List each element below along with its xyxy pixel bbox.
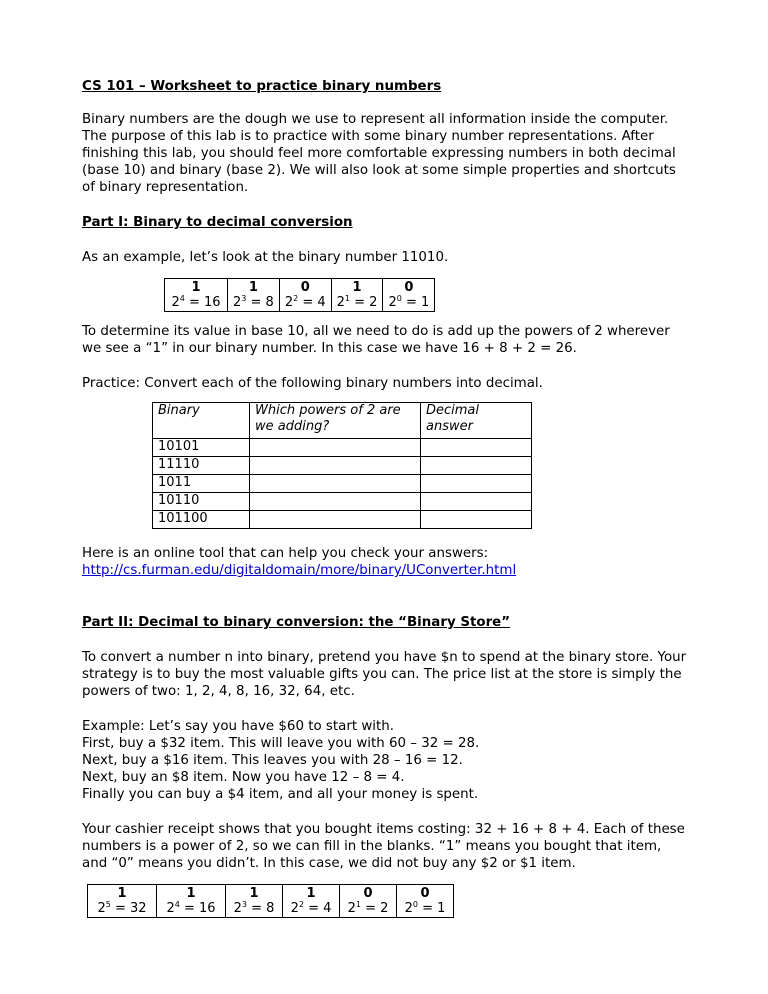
- power-cell: $2^0 = 1$: [383, 295, 435, 312]
- part1-example: As an example, let’s look at the binary number 11010.: [82, 250, 449, 265]
- example-line: First, buy a $32 item. This will leave you with 60 – 32 = 28.: [82, 736, 480, 751]
- bit-cell: 1: [88, 885, 157, 902]
- example-line: Next, buy an $8 item. Now you have 12 – 8 = 4.: [82, 770, 405, 785]
- example-line: Finally you can buy a $4 item, and all your money is spent.: [82, 787, 479, 802]
- powers-answer-cell[interactable]: [250, 511, 421, 529]
- bit-cell: 1: [228, 279, 280, 296]
- power-cell: $2^5 = 32$: [88, 901, 157, 918]
- tool-text: Here is an online tool that can help you check your answers:: [82, 546, 489, 561]
- bit-cell: 0: [279, 279, 331, 296]
- table-row: [153, 493, 532, 511]
- power-cell: $2^1 = 2$: [331, 295, 383, 312]
- binary-value: 10101: [153, 439, 250, 457]
- powers-answer-cell[interactable]: [250, 457, 421, 475]
- page-title: CS 101 – Worksheet to practice binary numbers: [82, 79, 442, 94]
- receipt-paragraph: Your cashier receipt shows that you bought items costing: 32 + 16 + 8 + 4. Each of these numbers is a power of 2, so we can fill in the blanks. “1” means you bought that item, and “0” means you didn’t. In this case, we did not buy any $2 or $1 item.: [82, 822, 685, 871]
- decimal-answer-cell[interactable]: [421, 457, 532, 475]
- decimal-answer-cell[interactable]: [421, 439, 532, 457]
- part2-intro: To convert a number n into binary, pretend you have $n to spend at the binary store. Your strategy is to buy the most valuable gifts you can. The price list at the store is simply the powers of two: 1, 2, 4, 8, 16, 32, 64, etc.: [82, 650, 687, 699]
- power-cell: $2^4 = 16$: [157, 901, 226, 918]
- part1-heading: Part I: Binary to decimal conversion: [82, 215, 353, 230]
- binary-value: 11110: [153, 457, 250, 475]
- bit-cell: 1: [165, 279, 228, 296]
- bit-cell: 1: [226, 885, 283, 902]
- worksheet-page: [82, 78, 688, 918]
- bit-cell: 0: [397, 885, 454, 902]
- power-cell: $2^3 = 8$: [226, 901, 283, 918]
- bit-cell: 0: [340, 885, 397, 902]
- part2-example: [82, 718, 688, 803]
- table-row: [153, 457, 532, 475]
- table-row: [153, 439, 532, 457]
- part2-bit-table: [87, 884, 454, 918]
- bit-cell: 1: [157, 885, 226, 902]
- binary-value: 10110: [153, 493, 250, 511]
- example-line: Next, buy a $16 item. This leaves you with 28 – 16 = 12.: [82, 753, 463, 768]
- power-cell: $2^3 = 8$: [228, 295, 280, 312]
- power-cell: $2^2 = 4$: [279, 295, 331, 312]
- converter-link[interactable]: http://cs.furman.edu/digitaldomain/more/binary/UConverter.html: [82, 563, 517, 578]
- bit-cell: 0: [383, 279, 435, 296]
- powers-answer-cell[interactable]: [250, 493, 421, 511]
- table-row: [153, 511, 532, 529]
- decimal-answer-cell[interactable]: [421, 475, 532, 493]
- practice-header-decimal: Decimal answer: [421, 403, 532, 439]
- table-row: [153, 475, 532, 493]
- power-cell: $2^0 = 1$: [397, 901, 454, 918]
- part1-explanation: To determine its value in base 10, all we need to do is add up the powers of 2 wherever we see a “1” in our binary number. In this case we have 16 + 8 + 2 = 26.: [82, 324, 670, 356]
- practice-header-powers: Which powers of 2 are we adding?: [250, 403, 421, 439]
- decimal-answer-cell[interactable]: [421, 511, 532, 529]
- intro-paragraph: Binary numbers are the dough we use to represent all information inside the computer. The purpose of this lab is to practice with some binary number representations. After finishing this lab, you should feel more comfortable expressing numbers in both decimal (base 10) and binary (base 2). We will also look at some simple properties and shortcuts of binary representation.: [82, 112, 676, 195]
- part2-heading: Part II: Decimal to binary conversion: the “Binary Store”: [82, 615, 511, 630]
- bit-cell: 1: [283, 885, 340, 902]
- power-cell: $2^1 = 2$: [340, 901, 397, 918]
- practice-header-binary: Binary: [153, 403, 250, 439]
- powers-answer-cell[interactable]: [250, 439, 421, 457]
- power-cell: $2^4 = 16$: [165, 295, 228, 312]
- binary-value: 1011: [153, 475, 250, 493]
- bit-cell: 1: [331, 279, 383, 296]
- practice-table: [152, 402, 532, 529]
- example-line: Example: Let’s say you have $60 to start with.: [82, 719, 395, 734]
- powers-answer-cell[interactable]: [250, 475, 421, 493]
- power-cell: $2^2 = 4$: [283, 901, 340, 918]
- practice-prompt: Practice: Convert each of the following binary numbers into decimal.: [82, 376, 543, 391]
- binary-value: 101100: [153, 511, 250, 529]
- part1-bit-table: [164, 278, 435, 312]
- decimal-answer-cell[interactable]: [421, 493, 532, 511]
